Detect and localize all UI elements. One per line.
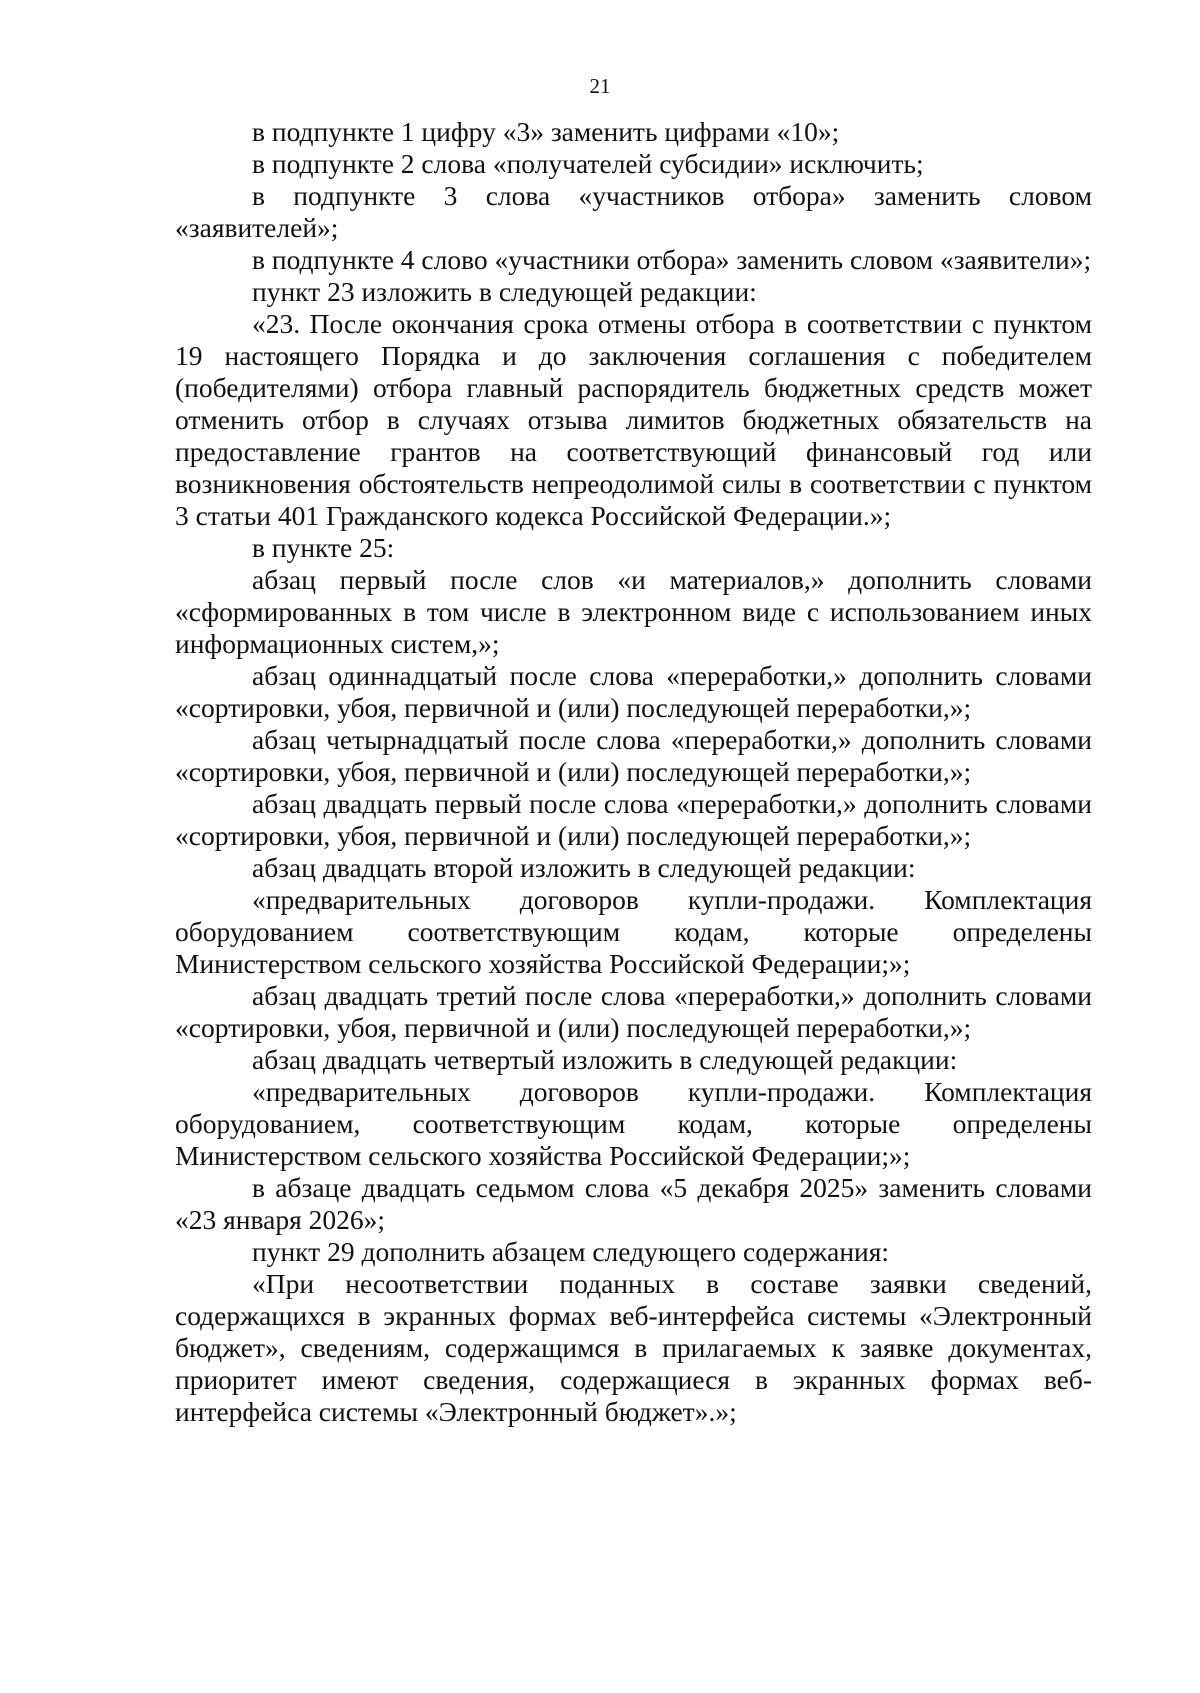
paragraph-abzac-24-text: «предварительных договоров купли-продажи. Комплектация оборудованием, соответствующим кодам, которые определены Министерством сельского хозяйства Российской Федерации;»; — [175, 1076, 1092, 1171]
paragraph-abzac-23: абзац двадцать третий после слова «переработки,» дополнить словами «сортировки, убоя, первичной и (или) последующей переработки,»; — [175, 980, 1092, 1043]
document-body — [175, 116, 1092, 1428]
paragraph-abzac-14: абзац четырнадцатый после слова «переработки,» дополнить словами «сортировки, убоя, первичной и (или) последующей переработки,»; — [175, 724, 1092, 787]
paragraph-abzac-22-intro: абзац двадцать второй изложить в следующей редакции: — [252, 852, 916, 883]
paragraph-item-23-intro: пункт 23 изложить в следующей редакции: — [252, 276, 757, 307]
paragraph-abzac-24-intro: абзац двадцать четвертый изложить в следующей редакции: — [252, 1044, 958, 1075]
paragraph-subitem-1: в подпункте 1 цифру «3» заменить цифрами «10»; — [252, 116, 840, 147]
paragraph-abzac-27: в абзаце двадцать седьмом слова «5 декабря 2025» заменить словами «23 января 2026»; — [175, 1172, 1092, 1235]
paragraph-subitem-2: в подпункте 2 слова «получателей субсидии» исключить; — [252, 148, 924, 179]
paragraph-item-29-intro: пункт 29 дополнить абзацем следующего содержания: — [252, 1236, 890, 1267]
paragraph-abzac-21: абзац двадцать первый после слова «переработки,» дополнить словами «сортировки, убоя, первичной и (или) последующей переработки,»; — [175, 788, 1092, 851]
paragraph-abzac-11: абзац одиннадцатый после слова «переработки,» дополнить словами «сортировки, убоя, первичной и (или) последующей переработки,»; — [175, 660, 1092, 723]
paragraph-abzac-1: абзац первый после слов «и материалов,» дополнить словами «сформированных в том числе в электронном виде с использованием иных информационных систем,»; — [175, 564, 1092, 659]
paragraph-subitem-4: в подпункте 4 слово «участники отбора» заменить словом «заявители»; — [252, 244, 1092, 275]
page-number: 21 — [589, 74, 611, 98]
paragraph-item-25-intro: в пункте 25: — [252, 532, 395, 563]
paragraph-item-23-text: «23. После окончания срока отмены отбора в соответствии с пунктом 19 настоящего Порядка и до заключения соглашения с победителем (победителями) отбора главный распорядитель бюджетных средств может отменить отбор в случаях отзыва лимитов бюджетных обязательств на предоставление грантов на соответствующий финансовый год или возникновения обстоятельств непреодолимой силы в соответствии с пунктом 3 статьи 401 Гражданского кодекса Российской Федерации.»; — [175, 308, 1092, 531]
paragraph-abzac-22-text: «предварительных договоров купли-продажи. Комплектация оборудованием соответствующим кодам, которые определены Министерством сельского хозяйства Российской Федерации;»; — [175, 884, 1092, 979]
paragraph-subitem-3: в подпункте 3 слова «участников отбора» заменить словом «заявителей»; — [175, 180, 1092, 243]
paragraph-item-29-text: «При несоответствии поданных в составе заявки сведений, содержащихся в экранных формах веб-интерфейса системы «Электронный бюджет», сведениям, содержащимся в прилагаемых к заявке документах, приоритет имеют сведения, содержащиеся в экранных формах веб-интерфейса системы «Электронный бюджет».»; — [175, 1268, 1092, 1427]
